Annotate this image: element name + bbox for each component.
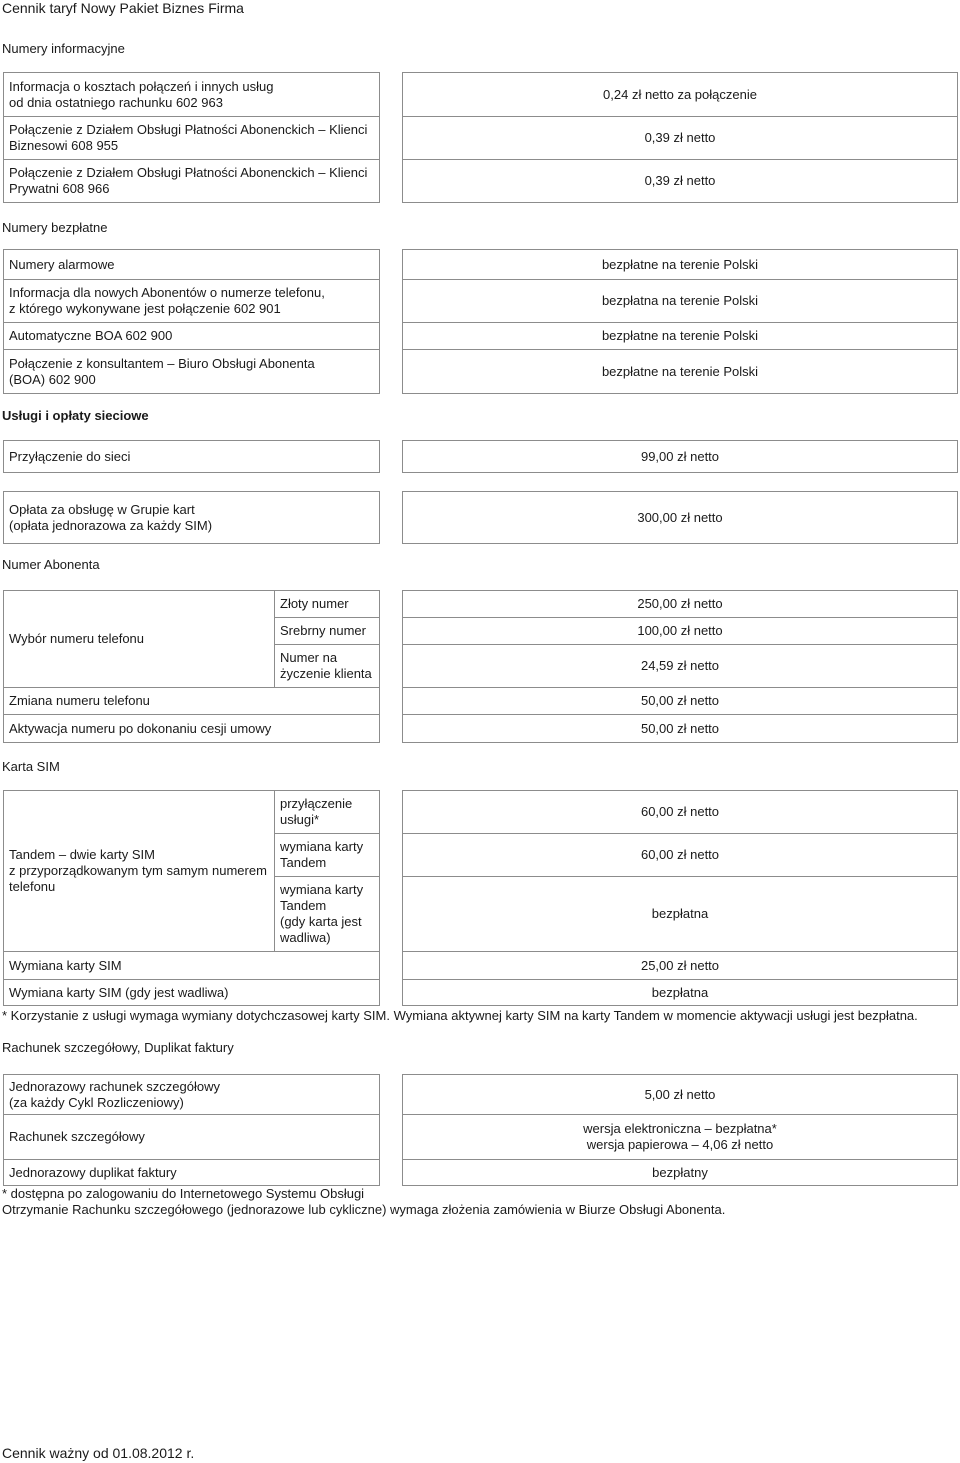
table-row [4,280,958,323]
row-label: Jednorazowy duplikat faktury [4,1160,380,1186]
table-row [4,441,958,473]
row-value: bezpłatne na terenie Polski [403,350,958,394]
table-row [4,715,958,743]
table-informacyjne [3,72,958,203]
row-label: Opłata za obsługę w Grupie kart (opłata jednorazowa za każdy SIM) [4,492,380,544]
section-heading-rachunek: Rachunek szczegółowy, Duplikat faktury [2,1040,234,1055]
row-value: wersja elektroniczna – bezpłatna* wersja papierowa – 4,06 zł netto [403,1115,958,1160]
row-value: bezpłatny [403,1160,958,1186]
row-value: 250,00 zł netto [403,591,958,618]
row-value: bezpłatne na terenie Polski [403,323,958,350]
option-label: Srebrny numer [275,618,380,645]
row-label: Wymiana karty SIM [4,952,380,980]
row-label: Numery alarmowe [4,250,380,280]
option-label: Złoty numer [275,591,380,618]
row-value: 5,00 zł netto [403,1075,958,1115]
row-value: 60,00 zł netto [403,791,958,834]
table-row [4,160,958,203]
row-label: Połączenie z konsultantem – Biuro Obsługi Abonenta (BOA) 602 900 [4,350,380,394]
row-value: 100,00 zł netto [403,618,958,645]
row-value: 0,24 zł netto za połączenie [403,73,958,117]
rachunek-note: Otrzymanie Rachunku szczegółowego (jednorazowe lub cykliczne) wymaga złożenia zamówienia w Biurze Obsługi Abonenta. [2,1202,726,1217]
row-value: 99,00 zł netto [403,441,958,473]
row-value: bezpłatna [403,877,958,952]
table-row [4,492,958,544]
table-row [4,117,958,160]
table-row [4,1115,958,1160]
row-value: 300,00 zł netto [403,492,958,544]
table-bezplatne [3,249,958,394]
row-label: Połączenie z Działem Obsługi Płatności Abonenckich – Klienci Biznesowi 608 955 [4,117,380,160]
table-abonent [3,590,958,743]
section-heading-bezplatne: Numery bezpłatne [2,220,108,235]
table-row [4,250,958,280]
table-row [4,323,958,350]
validity-footer: Cennik ważny od 01.08.2012 r. [2,1445,195,1461]
option-label: wymiana karty Tandem [275,834,380,877]
row-label: Automatyczne BOA 602 900 [4,323,380,350]
sim-footnote: * Korzystanie z usługi wymaga wymiany dotychczasowej karty SIM. Wymiana aktywnej karty SIM na karty Tandem w momencie aktywacji usługi jest bezpłatna. [2,1008,918,1023]
table-row [4,350,958,394]
table-row [4,1075,958,1115]
wybor-label: Wybór numeru telefonu [4,591,275,688]
section-heading-sieciowe: Usługi i opłaty sieciowe [2,408,149,423]
rachunek-footnote: * dostępna po zalogowaniu do Internetowego Systemu Obsługi [2,1186,365,1201]
row-value: bezpłatna na terenie Polski [403,280,958,323]
section-heading-informacyjne: Numery informacyjne [2,41,125,56]
row-value: 50,00 zł netto [403,715,958,743]
table-sieciowe-1 [3,440,958,473]
row-label: Przyłączenie do sieci [4,441,380,473]
row-label: Połączenie z Działem Obsługi Płatności Abonenckich – Klienci Prywatni 608 966 [4,160,380,203]
table-row [4,952,958,980]
section-heading-abonent: Numer Abonenta [2,557,100,572]
row-value: 25,00 zł netto [403,952,958,980]
table-row [4,688,958,715]
option-label: przyłączenie usługi* [275,791,380,834]
option-label: wymiana karty Tandem (gdy karta jest wadliwa) [275,877,380,952]
row-value: 0,39 zł netto [403,117,958,160]
row-value: 50,00 zł netto [403,688,958,715]
table-sim [3,790,958,1006]
table-row [4,980,958,1006]
row-label: Wymiana karty SIM (gdy jest wadliwa) [4,980,380,1006]
row-label: Aktywacja numeru po dokonaniu cesji umowy [4,715,380,743]
table-sieciowe-2 [3,491,958,544]
row-value: bezpłatne na terenie Polski [403,250,958,280]
row-label: Informacja dla nowych Abonentów o numerze telefonu, z którego wykonywane jest połączenie 602 901 [4,280,380,323]
row-label: Zmiana numeru telefonu [4,688,380,715]
section-heading-sim: Karta SIM [2,759,60,774]
row-value: bezpłatna [403,980,958,1006]
table-row [4,1160,958,1186]
table-row [4,791,958,834]
row-label: Jednorazowy rachunek szczegółowy (za każdy Cykl Rozliczeniowy) [4,1075,380,1115]
option-label: Numer na życzenie klienta [275,645,380,688]
page-title: Cennik taryf Nowy Pakiet Biznes Firma [2,0,244,16]
table-rachunek [3,1074,958,1186]
row-value: 0,39 zł netto [403,160,958,203]
row-value: 60,00 zł netto [403,834,958,877]
row-label: Informacja o kosztach połączeń i innych usług od dnia ostatniego rachunku 602 963 [4,73,380,117]
row-label: Rachunek szczegółowy [4,1115,380,1160]
row-value: 24,59 zł netto [403,645,958,688]
table-row [4,73,958,117]
tandem-label: Tandem – dwie karty SIM z przyporządkowanym tym samym numerem telefonu [4,791,275,952]
table-row [4,591,958,618]
